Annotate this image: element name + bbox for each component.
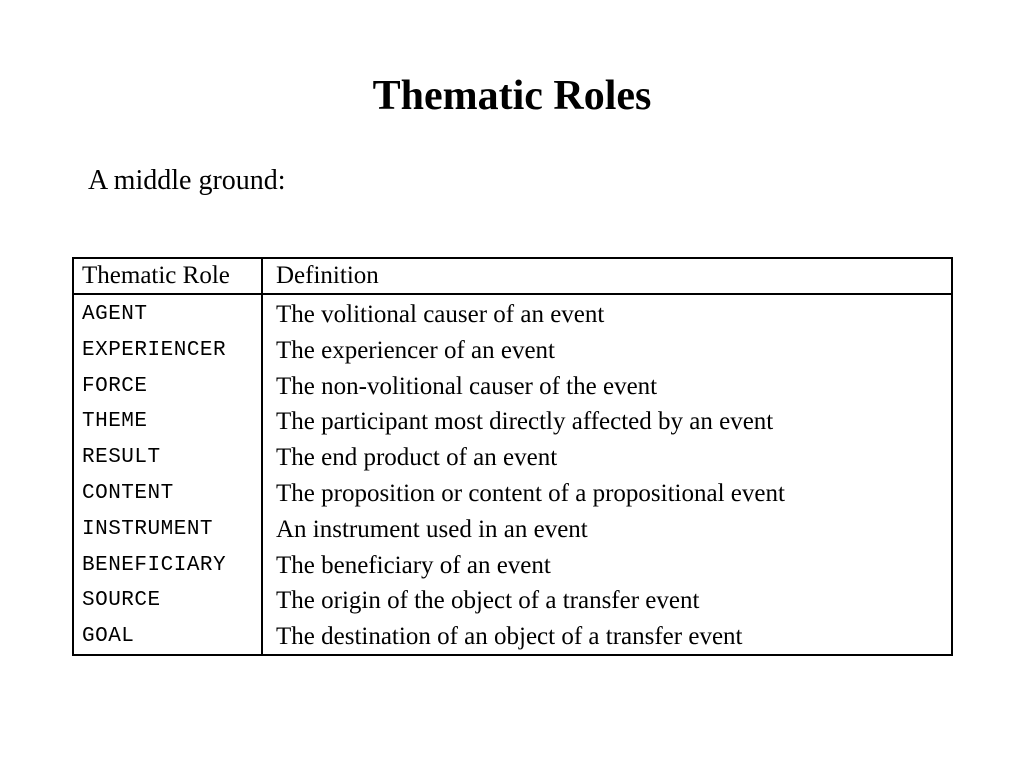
table-row bbox=[74, 404, 951, 440]
role-cell: THEME bbox=[82, 410, 148, 434]
table-row bbox=[74, 619, 951, 655]
table-header-row bbox=[74, 259, 951, 295]
definition-cell: The beneficiary of an event bbox=[276, 551, 551, 579]
role-cell: AGENT bbox=[82, 303, 148, 326]
definition-cell: The destination of an object of a transfer event bbox=[276, 623, 743, 651]
role-cell: FORCE bbox=[82, 374, 148, 398]
role-cell: GOAL bbox=[82, 625, 135, 649]
definition-cell: The volitional causer of an event bbox=[276, 301, 605, 328]
definition-cell: The experiencer of an event bbox=[276, 336, 556, 364]
definition-cell: The origin of the object of a transfer event bbox=[276, 587, 700, 615]
role-cell: BENEFICIARY bbox=[82, 553, 227, 577]
definition-cell: The proposition or content of a propositional event bbox=[276, 479, 785, 507]
table-row bbox=[74, 476, 951, 512]
table-row bbox=[74, 548, 951, 584]
role-cell: SOURCE bbox=[82, 589, 161, 613]
header-thematic-role: Thematic Role bbox=[82, 262, 230, 289]
role-cell: INSTRUMENT bbox=[82, 517, 214, 541]
definition-cell: An instrument used in an event bbox=[276, 515, 588, 543]
thematic-roles-table bbox=[72, 257, 953, 656]
table-row bbox=[74, 297, 951, 333]
header-definition: Definition bbox=[276, 262, 379, 289]
table-row bbox=[74, 583, 951, 619]
definition-cell: The participant most directly affected by an event bbox=[276, 408, 774, 436]
table-body bbox=[74, 297, 951, 655]
table-row bbox=[74, 440, 951, 476]
slide-subtitle: A middle ground: bbox=[88, 165, 286, 196]
table-row bbox=[74, 369, 951, 405]
table-row bbox=[74, 512, 951, 548]
slide-title: Thematic Roles bbox=[372, 73, 652, 119]
role-cell: CONTENT bbox=[82, 481, 174, 505]
role-cell: EXPERIENCER bbox=[82, 338, 227, 362]
table-row bbox=[74, 333, 951, 369]
definition-cell: The non-volitional causer of the event bbox=[276, 372, 658, 400]
definition-cell: The end product of an event bbox=[276, 444, 558, 472]
role-cell: RESULT bbox=[82, 446, 161, 470]
